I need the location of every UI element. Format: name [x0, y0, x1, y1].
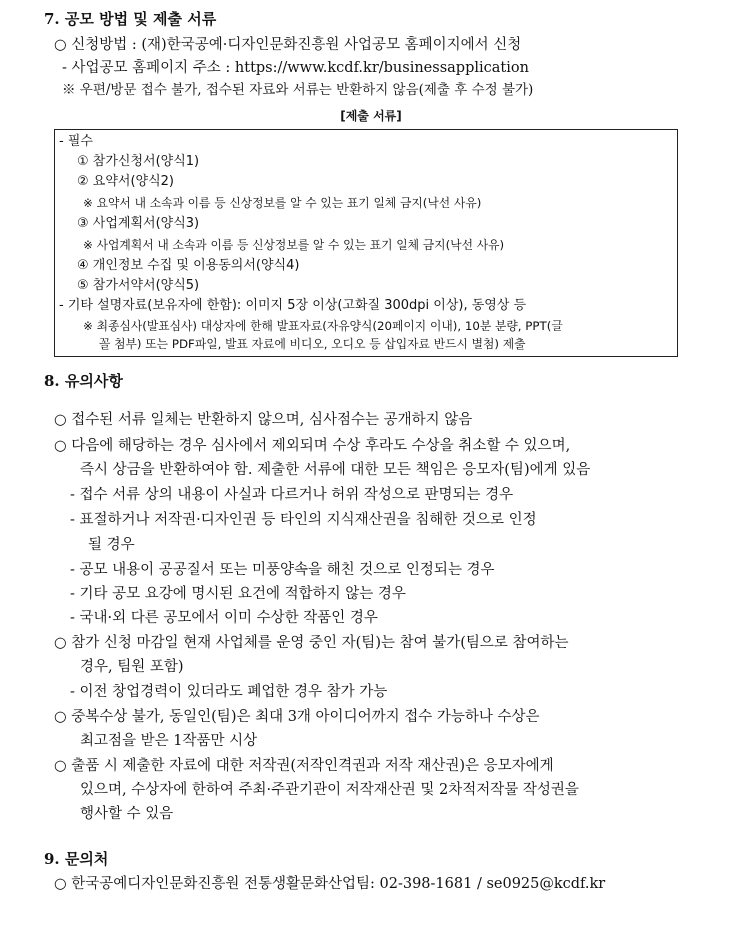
section-9-title: 9. 문의처 [44, 850, 109, 868]
notice-line: 행사할 수 있음 [80, 806, 174, 822]
box-line: ※ 사업계획서 내 소속과 이름 등 신상정보를 알 수 있는 표기 일체 금지(낙선 사유) [83, 238, 505, 252]
box-line: ④ 개인정보 수집 및 이용동의서(양식4) [77, 258, 300, 273]
notice-line: 경우, 팀원 포함) [80, 659, 184, 675]
notice-line: 최고점을 받은 1작품만 시상 [80, 733, 258, 749]
notice-line: - 접수 서류 상의 내용이 사실과 다르거나 허위 작성으로 판명되는 경우 [70, 487, 514, 503]
box-line: ① 참가신청서(양식1) [77, 154, 200, 169]
section-8-title: 8. 유의사항 [44, 372, 123, 390]
box-line: - 기타 설명자료(보유자에 한함): 이미지 5장 이상(고화질 300dpi 이상), 동영상 등 [59, 298, 527, 313]
required-documents-box [54, 129, 678, 357]
notice-line: - 이전 창업경력이 있더라도 폐업한 경우 참가 가능 [70, 684, 388, 700]
box-caption: [제출 서류] [340, 109, 402, 123]
box-line: ※ 최종심사(발표심사) 대상자에 한해 발표자료(자유양식(20페이지 이내), 10분 분량, PPT(글 [83, 319, 563, 333]
notice-line: 즉시 상금을 반환하여야 함. 제출한 서류에 대한 모든 책임은 응모자(팀)에게 있음 [80, 462, 591, 478]
notice-line: 있으며, 수상자에 한하여 주최·주관기관이 저작재산권 및 2차적저작물 작성권을 [80, 782, 579, 798]
notice-line: - 기타 공모 요강에 명시된 요건에 적합하지 않는 경우 [70, 586, 406, 602]
submission-notice: ※ 우편/방문 접수 불가, 접수된 자료와 서류는 반환하지 않음(제출 후 수정 불가) [62, 82, 534, 98]
homepage-url-line: - 사업공모 홈페이지 주소 : https://www.kcdf.kr/businessapplication [62, 60, 529, 76]
box-line: 꼴 첨부) 또는 PDF파일, 발표 자료에 비디오, 오디오 등 삽입자료 반드시 별첨) 제출 [99, 337, 526, 351]
notice-line: ○ 중복수상 불가, 동일인(팀)은 최대 3개 아이디어까지 접수 가능하나 수상은 [54, 709, 540, 725]
notice-line: - 표절하거나 저작권·디자인권 등 타인의 지식재산권을 침해한 것으로 인정 [70, 512, 537, 528]
notice-line: ○ 접수된 서류 일체는 반환하지 않으며, 심사점수는 공개하지 않음 [54, 412, 473, 428]
notice-line: - 국내·외 다른 공모에서 이미 수상한 작품인 경우 [70, 610, 378, 626]
notice-line: ○ 참가 신청 마감일 현재 사업체를 운영 중인 자(팀)는 참여 불가(팀으로 참여하는 [54, 635, 569, 651]
notice-line: ○ 다음에 해당하는 경우 심사에서 제외되며 수상 후라도 수상을 취소할 수 있으며, [54, 438, 571, 454]
notice-line: 될 경우 [88, 537, 135, 553]
box-line: ② 요약서(양식2) [77, 174, 174, 189]
box-line: ⑤ 참가서약서(양식5) [77, 278, 200, 293]
apply-method: ○ 신청방법 : (재)한국공예·디자인문화진흥원 사업공모 홈페이지에서 신청 [54, 37, 522, 53]
section-7-title: 7. 공모 방법 및 제출 서류 [44, 10, 217, 28]
box-line: ※ 요약서 내 소속과 이름 등 신상정보를 알 수 있는 표기 일체 금지(낙선 사유) [83, 196, 482, 210]
notice-line: - 공모 내용이 공공질서 또는 미풍양속을 해친 것으로 인정되는 경우 [70, 562, 495, 578]
notice-line: ○ 출품 시 제출한 자료에 대한 저작권(저작인격권과 저작 재산권)은 응모자에게 [54, 758, 554, 774]
box-line: ③ 사업계획서(양식3) [77, 216, 200, 231]
box-line: - 필수 [59, 134, 93, 149]
contact-line: ○ 한국공예디자인문화진흥원 전통생활문화산업팀: 02-398-1681 / se0925@kcdf.kr [54, 876, 606, 892]
